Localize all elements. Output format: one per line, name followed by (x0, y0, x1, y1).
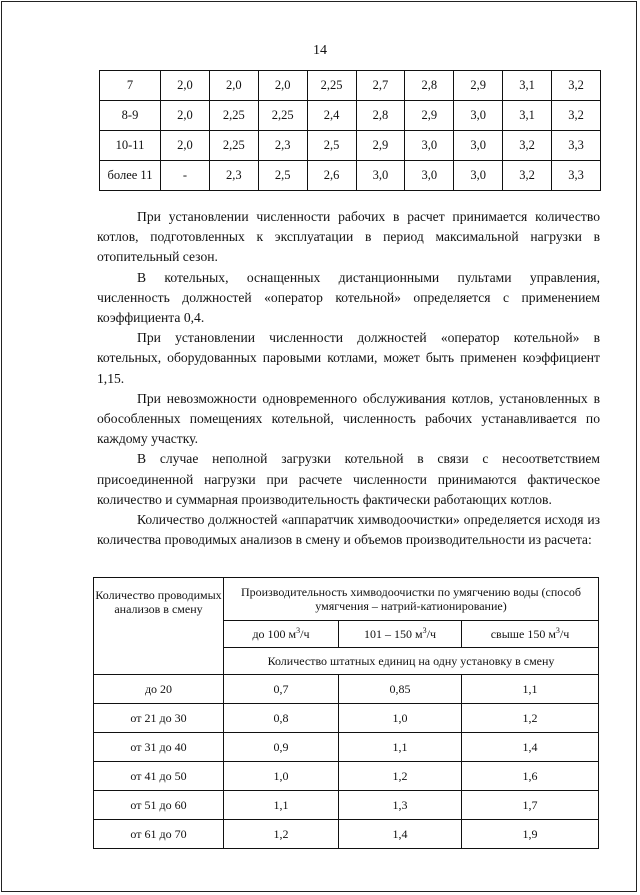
table-cell: 3,2 (503, 131, 552, 161)
table-row (100, 161, 601, 191)
table-cell: 7 (100, 71, 161, 101)
table-cell: 2,0 (161, 101, 210, 131)
table-cell: 1,1 (462, 675, 599, 704)
table-row (94, 704, 599, 733)
table-row (100, 101, 601, 131)
table-row (94, 820, 599, 849)
table-cell: от 61 до 70 (94, 820, 224, 849)
table-cell: 0,8 (224, 704, 339, 733)
water-treatment-table (93, 577, 599, 849)
table-row (94, 762, 599, 791)
table-cell: 1,4 (339, 820, 462, 849)
table-cell: 3,0 (405, 161, 454, 191)
table-cell: 2,8 (356, 101, 405, 131)
table-cell: 0,7 (224, 675, 339, 704)
paragraph: Количество должностей «аппаратчик химводоочистки» определяется исходя из количества проводимых анализов в смену и объемов производительности из расчета: (97, 512, 600, 548)
table-cell: 2,25 (209, 101, 258, 131)
table-cell: 3,0 (454, 101, 503, 131)
table-cell: 2,9 (356, 131, 405, 161)
group-header: Производительность химводоочистки по умягчению воды (способ умягчения – натрий-катионирование) (224, 578, 599, 621)
table-cell: 8-9 (100, 101, 161, 131)
paragraph: При невозможности одновременного обслуживания котлов, установленных в обособленных помещениях котельной, численность рабочих устанавливается по каждому участку. (97, 390, 600, 447)
paragraph: В котельных, оснащенных дистанционными пультами управления, численность должностей «оператор котельной» определяется с применением коэффициента 0,4. (97, 269, 600, 326)
table-cell: 2,7 (356, 71, 405, 101)
table-cell: 3,1 (503, 71, 552, 101)
table-cell: 3,3 (552, 161, 601, 191)
table-cell: 1,0 (339, 704, 462, 733)
table-cell: 1,4 (462, 733, 599, 762)
units-header: Количество штатных единиц на одну установку в смену (224, 648, 599, 675)
table-cell: 2,6 (307, 161, 356, 191)
table-cell: от 31 до 40 (94, 733, 224, 762)
table-cell: 2,0 (209, 71, 258, 101)
col-header-analyses: Количество проводимых анализов в смену (94, 578, 224, 675)
table-cell: от 21 до 30 (94, 704, 224, 733)
table-cell: 1,1 (224, 791, 339, 820)
staffing-table (99, 70, 601, 191)
table-cell: 2,3 (258, 131, 307, 161)
table-cell: 2,3 (209, 161, 258, 191)
table-row (94, 791, 599, 820)
table-row (100, 131, 601, 161)
sub-header: свыше 150 $м^3/ч$ (462, 621, 599, 648)
table-cell: 1,2 (224, 820, 339, 849)
table-cell: 1,3 (339, 791, 462, 820)
table-cell: 2,25 (258, 101, 307, 131)
table-cell: 3,0 (454, 161, 503, 191)
table-cell: до 20 (94, 675, 224, 704)
table-row (100, 71, 601, 101)
table-cell: 2,8 (405, 71, 454, 101)
sub-header: до 100 $м^3/ч$ (224, 621, 339, 648)
sub-header: 101 – 150 $м^3/ч$ (339, 621, 462, 648)
table-cell: 3,2 (552, 101, 601, 131)
table-cell: 2,0 (258, 71, 307, 101)
table-row (94, 733, 599, 762)
table-cell: 0,85 (339, 675, 462, 704)
table-cell: от 41 до 50 (94, 762, 224, 791)
table-cell: 1,9 (462, 820, 599, 849)
table-cell: 3,3 (552, 131, 601, 161)
table-cell: 2,9 (454, 71, 503, 101)
table-cell: 1,6 (462, 762, 599, 791)
table-cell: 1,2 (462, 704, 599, 733)
table-cell: 2,4 (307, 101, 356, 131)
table-cell: 10-11 (100, 131, 161, 161)
table-cell: 3,0 (356, 161, 405, 191)
table-cell: 3,1 (503, 101, 552, 131)
paragraph: При установлении численности должностей «оператор котельной» в котельных, оборудованных паровыми котлами, может быть применен коэффициент 1,15. (97, 330, 600, 386)
table-cell: 3,2 (552, 71, 601, 101)
table-cell: - (161, 161, 210, 191)
table-cell: 2,25 (307, 71, 356, 101)
table-cell: 2,0 (161, 71, 210, 101)
table-cell: 1,0 (224, 762, 339, 791)
table-cell: от 51 до 60 (94, 791, 224, 820)
paragraph: При установлении численности рабочих в расчет принимается количество котлов, подготовленных к эксплуатации в период максимальной нагрузки в отопительный сезон. (97, 209, 600, 265)
table-cell: 1,1 (339, 733, 462, 762)
paragraph: В случае неполной загрузки котельной в связи с несоответствием присоединенной нагрузки при расчете численности принимаются фактическое количество и суммарная производительность фактически работающих котлов. (97, 451, 600, 507)
table-cell: 2,0 (161, 131, 210, 161)
table-cell: более 11 (100, 161, 161, 191)
table-cell: 1,2 (339, 762, 462, 791)
table-cell: 0,9 (224, 733, 339, 762)
table-cell: 2,5 (258, 161, 307, 191)
table-row (94, 675, 599, 704)
table-cell: 2,25 (209, 131, 258, 161)
table-cell: 2,9 (405, 101, 454, 131)
table-cell: 1,7 (462, 791, 599, 820)
table-cell: 3,2 (503, 161, 552, 191)
table-cell: 3,0 (454, 131, 503, 161)
page-number: 14 (313, 43, 327, 58)
table-cell: 3,0 (405, 131, 454, 161)
table-cell: 2,5 (307, 131, 356, 161)
body-text (97, 207, 600, 550)
